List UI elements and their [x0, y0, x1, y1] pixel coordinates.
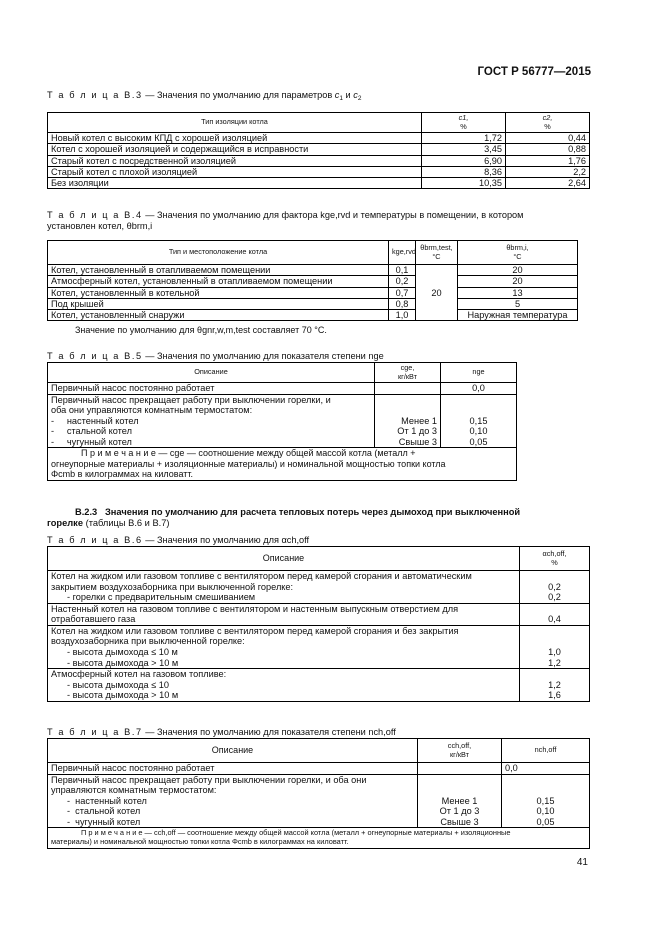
- header-c-ch-off: cch,off, кг/кВт: [418, 739, 502, 763]
- table-cell: Старый котел с плохой изоляцией: [48, 166, 422, 177]
- header-t-i: θbrm,i, °C: [458, 241, 578, 265]
- header-description: Описание: [48, 547, 520, 571]
- table-cell: Под крышей: [48, 298, 389, 309]
- table-cell: Первичный насос прекращает работу при выключении горелки, и оба они управляются комнатным термостатом: - настенный котел - стальной котел - чугунный котел: [48, 774, 418, 828]
- header-alpha: αch,off, %: [520, 547, 590, 571]
- section-b-2-3-cont: горелке (таблицы В.6 и В.7): [47, 518, 170, 528]
- table-cell: 8,36: [422, 166, 506, 177]
- table-cell: 0,4: [520, 603, 590, 625]
- table-b4: [47, 240, 578, 321]
- table-cell: 0,15 0,10 0,05: [441, 394, 517, 448]
- table-cell: 0,0: [502, 763, 590, 775]
- table-cell: 3,45: [422, 144, 506, 155]
- section-b-2-3: В.2.3 Значения по умолчанию для расчета тепловых потерь через дымоход при выключенной: [75, 507, 521, 517]
- table-b6: [47, 546, 590, 702]
- header-n-ge: nge: [441, 363, 517, 383]
- table-cell: 0,15 0,10 0,05: [502, 774, 590, 828]
- table-cell: 6,90: [422, 155, 506, 166]
- header-description: Описание: [48, 363, 375, 383]
- table-b5-note: П р и м е ч а н и е — cge — соотношение между общей массой котла (металл + огнеупорные материалы + изоляционные материалы) и номинальной мощностью топки котла Φcmb в килограммах на киловатт.: [48, 448, 517, 480]
- table-b3-caption: Т а б л и ц а В.3 — Значения по умолчанию для параметров $c_1$ и $c_2$: [47, 90, 362, 102]
- table-cell: Котел, установленный в котельной: [48, 287, 389, 298]
- table-cell: Первичный насос прекращает работу при выключении горелки, и оба они управляются комнатным термостатом: - настенный котел - стальной котел - чугунный котел: [48, 394, 375, 448]
- table-b6-caption: Т а б л и ц а В.6 — Значения по умолчанию для αch,off: [47, 535, 310, 545]
- table-b5-caption: Т а б л и ц а В.5 — Значения по умолчанию для показателя степени nge: [47, 351, 384, 361]
- table-cell: 0,44: [506, 133, 590, 144]
- table-cell: 0,2: [389, 276, 416, 287]
- table-cell: 0,0: [441, 383, 517, 395]
- header-k: kge,rvd: [389, 241, 416, 265]
- header-t-test: θbrm,test, °C: [416, 241, 458, 265]
- table-cell: 13: [458, 287, 578, 298]
- table-cell: Атмосферный котел, установленный в отапливаемом помещении: [48, 276, 389, 287]
- table-cell: 0,88: [506, 144, 590, 155]
- table-cell: 1,76: [506, 155, 590, 166]
- table-cell: [375, 383, 441, 395]
- table-cell: 10,35: [422, 178, 506, 189]
- table-cell: Наружная температура: [458, 310, 578, 321]
- table-cell: 2,2: [506, 166, 590, 177]
- table-b7-note: П р и м е ч а н и е — cch,off — соотношение между общей массой котла (металл + огнеупорные материалы + изоляционные материалы) и номинальной мощностью топки котла Φcmb в килограммах на киловатт.: [48, 828, 590, 848]
- table-b7: [47, 738, 590, 849]
- header-c1: c1, %: [422, 113, 506, 133]
- table-cell: 1,2 1,6: [520, 669, 590, 702]
- table-cell: 0,2 0,2: [520, 571, 590, 604]
- table-cell: Атмосферный котел на газовом топливе: - высота дымохода ≤ 10 - высота дымохода > 10 м: [48, 669, 520, 702]
- table-cell: 0,8: [389, 298, 416, 309]
- table-cell: 1,0 1,2: [520, 625, 590, 668]
- table-b4-footnote: Значение по умолчанию для θgnr,w,m,test составляет 70 °C.: [75, 325, 327, 335]
- table-b5: [47, 362, 517, 481]
- table-cell: Настенный котел на газовом топливе с вентилятором и настенным выпускным отверстием для отработавшего газа: [48, 603, 520, 625]
- table-cell: Котел, установленный снаружи: [48, 310, 389, 321]
- table-cell: 20: [458, 265, 578, 276]
- table-cell: Котел на жидком или газовом топливе с вентилятором перед камерой сгорания и без закрытия воздухозаборника при выключенной горелке: - высота дымохода ≤ 10 м - высота дымохода > 10 м: [48, 625, 520, 668]
- table-cell: Котел на жидком или газовом топливе с вентилятором перед камерой сгорания и автоматическим закрытием воздухозаборника при выключенной горелке: - горелки с предварительным смешиванием: [48, 571, 520, 604]
- header-c2: c2, %: [506, 113, 590, 133]
- table-cell: Котел с хорошей изоляцией и содержащийся в исправности: [48, 144, 422, 155]
- table-cell: Первичный насос постоянно работает: [48, 383, 375, 395]
- table-cell: Менее 1 От 1 до 3 Свыше 3: [375, 394, 441, 448]
- table-cell: Старый котел с посредственной изоляцией: [48, 155, 422, 166]
- table-cell: Котел, установленный в отапливаемом помещении: [48, 265, 389, 276]
- table-b4-caption: Т а б л и ц а В.4 — Значения по умолчанию для фактора kge,rvd и температуры в помещении, в котором установлен котел, θbrm,i: [47, 210, 524, 231]
- table-cell: 20: [458, 276, 578, 287]
- table-b3: [47, 112, 590, 189]
- table-cell: 1,0: [389, 310, 416, 321]
- header-n-ch-off: nch,off: [502, 739, 590, 763]
- header-c-ge: cge, кг/кВт: [375, 363, 441, 383]
- table-cell: 0,7: [389, 287, 416, 298]
- table-cell: 2,64: [506, 178, 590, 189]
- header-insulation-type: Тип изоляции котла: [48, 113, 422, 133]
- table-cell: 1,72: [422, 133, 506, 144]
- page-number: 41: [576, 857, 588, 868]
- table-cell-test-temp: 20: [416, 265, 458, 321]
- table-cell: Без изоляции: [48, 178, 422, 189]
- table-b7-caption: Т а б л и ц а В.7 — Значения по умолчанию для показателя степени nch,off: [47, 727, 396, 737]
- table-cell: [418, 763, 502, 775]
- table-cell: Новый котел с высоким КПД с хорошей изоляцией: [48, 133, 422, 144]
- table-cell: 5: [458, 298, 578, 309]
- table-cell: 0,1: [389, 265, 416, 276]
- header-description: Описание: [48, 739, 418, 763]
- table-cell: Менее 1 От 1 до 3 Свыше 3: [418, 774, 502, 828]
- header-boiler-type: Тип и местоположение котла: [48, 241, 389, 265]
- table-cell: Первичный насос постоянно работает: [48, 763, 418, 775]
- standard-number: ГОСТ Р 56777—2015: [477, 66, 591, 78]
